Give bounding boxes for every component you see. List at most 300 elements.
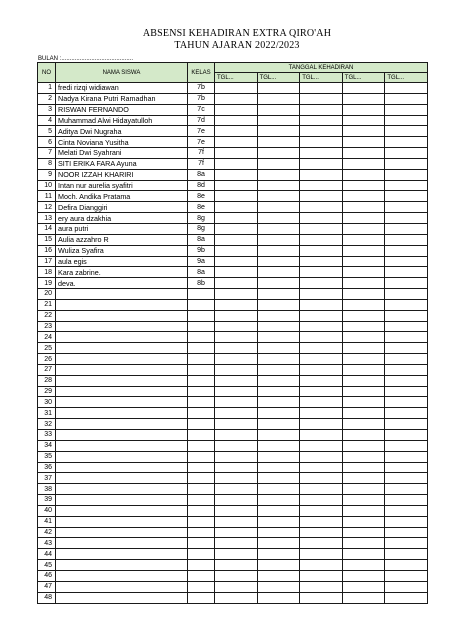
attendance-cell[interactable] xyxy=(215,516,258,527)
attendance-cell[interactable] xyxy=(385,343,428,354)
attendance-cell[interactable] xyxy=(300,527,343,538)
attendance-cell[interactable] xyxy=(215,560,258,571)
attendance-cell[interactable] xyxy=(385,495,428,506)
attendance-cell[interactable] xyxy=(385,581,428,592)
attendance-cell[interactable] xyxy=(215,126,258,137)
attendance-cell[interactable] xyxy=(257,495,300,506)
attendance-cell[interactable] xyxy=(300,289,343,300)
student-class: 8g xyxy=(188,213,215,224)
attendance-cell[interactable] xyxy=(342,484,385,495)
attendance-cell[interactable] xyxy=(300,343,343,354)
attendance-cell[interactable] xyxy=(300,408,343,419)
attendance-cell[interactable] xyxy=(215,180,258,191)
attendance-cell[interactable] xyxy=(257,527,300,538)
attendance-cell[interactable] xyxy=(385,93,428,104)
attendance-cell[interactable] xyxy=(385,169,428,180)
attendance-cell[interactable] xyxy=(342,570,385,581)
student-class xyxy=(188,505,215,516)
attendance-cell[interactable] xyxy=(215,115,258,126)
attendance-cell[interactable] xyxy=(342,430,385,441)
attendance-cell[interactable] xyxy=(342,386,385,397)
document-title: ABSENSI KEHADIRAN EXTRA QIRO'AH xyxy=(142,28,332,39)
student-name xyxy=(56,495,188,506)
row-number: 31 xyxy=(38,408,56,419)
student-class: 8b xyxy=(188,278,215,289)
attendance-cell[interactable] xyxy=(342,516,385,527)
attendance-cell[interactable] xyxy=(342,332,385,343)
attendance-cell[interactable] xyxy=(342,419,385,430)
attendance-cell[interactable] xyxy=(300,581,343,592)
attendance-cell[interactable] xyxy=(385,570,428,581)
attendance-cell[interactable] xyxy=(257,245,300,256)
attendance-cell[interactable] xyxy=(385,148,428,159)
attendance-cell[interactable] xyxy=(215,234,258,245)
attendance-cell[interactable] xyxy=(385,126,428,137)
attendance-cell[interactable] xyxy=(257,560,300,571)
row-number: 9 xyxy=(38,169,56,180)
attendance-cell[interactable] xyxy=(300,332,343,343)
attendance-cell[interactable] xyxy=(385,180,428,191)
row-number: 12 xyxy=(38,202,56,213)
attendance-cell[interactable] xyxy=(215,93,258,104)
attendance-cell[interactable] xyxy=(342,267,385,278)
attendance-cell[interactable] xyxy=(300,430,343,441)
attendance-cell[interactable] xyxy=(300,549,343,560)
student-name xyxy=(56,299,188,310)
attendance-cell[interactable] xyxy=(385,223,428,234)
attendance-cell[interactable] xyxy=(385,408,428,419)
attendance-cell[interactable] xyxy=(300,115,343,126)
attendance-cell[interactable] xyxy=(342,408,385,419)
attendance-cell[interactable] xyxy=(215,289,258,300)
attendance-cell[interactable] xyxy=(215,310,258,321)
attendance-cell[interactable] xyxy=(300,104,343,115)
attendance-cell[interactable] xyxy=(342,256,385,267)
attendance-cell[interactable] xyxy=(215,473,258,484)
attendance-cell[interactable] xyxy=(257,83,300,94)
attendance-cell[interactable] xyxy=(257,169,300,180)
attendance-cell[interactable] xyxy=(257,364,300,375)
row-number: 13 xyxy=(38,213,56,224)
attendance-cell[interactable] xyxy=(385,267,428,278)
attendance-cell[interactable] xyxy=(215,386,258,397)
row-number: 23 xyxy=(38,321,56,332)
student-name: SITI ERIKA FARA Ayuna xyxy=(56,158,188,169)
student-name: Moch. Andika Pratama xyxy=(56,191,188,202)
attendance-cell[interactable] xyxy=(257,115,300,126)
attendance-cell[interactable] xyxy=(385,430,428,441)
attendance-cell[interactable] xyxy=(342,278,385,289)
row-number: 39 xyxy=(38,495,56,506)
attendance-cell[interactable] xyxy=(385,191,428,202)
attendance-cell[interactable] xyxy=(342,202,385,213)
attendance-cell[interactable] xyxy=(300,256,343,267)
attendance-cell[interactable] xyxy=(300,299,343,310)
attendance-cell[interactable] xyxy=(342,289,385,300)
attendance-cell[interactable] xyxy=(385,158,428,169)
student-name xyxy=(56,354,188,365)
attendance-cell[interactable] xyxy=(385,462,428,473)
attendance-cell[interactable] xyxy=(257,516,300,527)
attendance-cell[interactable] xyxy=(215,148,258,159)
attendance-cell[interactable] xyxy=(342,180,385,191)
student-name: Melati Dwi Syahrani xyxy=(56,148,188,159)
table-row xyxy=(38,549,428,560)
student-class xyxy=(188,343,215,354)
attendance-cell[interactable] xyxy=(257,278,300,289)
attendance-cell[interactable] xyxy=(215,343,258,354)
student-class xyxy=(188,430,215,441)
attendance-cell[interactable] xyxy=(342,148,385,159)
table-row xyxy=(38,299,428,310)
attendance-cell[interactable] xyxy=(300,364,343,375)
attendance-cell[interactable] xyxy=(342,364,385,375)
table-row xyxy=(38,202,428,213)
attendance-cell[interactable] xyxy=(215,430,258,441)
attendance-cell[interactable] xyxy=(215,223,258,234)
attendance-cell[interactable] xyxy=(342,549,385,560)
attendance-cell[interactable] xyxy=(257,126,300,137)
attendance-cell[interactable] xyxy=(385,516,428,527)
attendance-cell[interactable] xyxy=(342,126,385,137)
attendance-cell[interactable] xyxy=(342,581,385,592)
student-name xyxy=(56,343,188,354)
attendance-cell[interactable] xyxy=(385,354,428,365)
table-row xyxy=(38,430,428,441)
attendance-cell[interactable] xyxy=(342,93,385,104)
attendance-cell[interactable] xyxy=(215,332,258,343)
row-number: 10 xyxy=(38,180,56,191)
attendance-cell[interactable] xyxy=(300,137,343,148)
attendance-cell[interactable] xyxy=(342,462,385,473)
attendance-cell[interactable] xyxy=(215,592,258,603)
attendance-cell[interactable] xyxy=(215,354,258,365)
attendance-cell[interactable] xyxy=(300,213,343,224)
attendance-cell[interactable] xyxy=(257,462,300,473)
attendance-cell[interactable] xyxy=(257,538,300,549)
attendance-cell[interactable] xyxy=(342,375,385,386)
row-number: 16 xyxy=(38,245,56,256)
attendance-cell[interactable] xyxy=(342,191,385,202)
attendance-cell[interactable] xyxy=(215,104,258,115)
attendance-cell[interactable] xyxy=(385,137,428,148)
attendance-cell[interactable] xyxy=(215,267,258,278)
attendance-cell[interactable] xyxy=(215,202,258,213)
student-class xyxy=(188,419,215,430)
attendance-cell[interactable] xyxy=(385,527,428,538)
attendance-cell[interactable] xyxy=(300,560,343,571)
attendance-cell[interactable] xyxy=(385,397,428,408)
attendance-cell[interactable] xyxy=(300,397,343,408)
attendance-cell[interactable] xyxy=(215,484,258,495)
attendance-cell[interactable] xyxy=(385,115,428,126)
student-class: 7f xyxy=(188,158,215,169)
attendance-cell[interactable] xyxy=(300,516,343,527)
attendance-cell[interactable] xyxy=(215,462,258,473)
row-number: 40 xyxy=(38,505,56,516)
attendance-cell[interactable] xyxy=(215,375,258,386)
attendance-cell[interactable] xyxy=(300,234,343,245)
attendance-cell[interactable] xyxy=(215,538,258,549)
attendance-cell[interactable] xyxy=(342,592,385,603)
attendance-cell[interactable] xyxy=(257,440,300,451)
attendance-cell[interactable] xyxy=(257,549,300,560)
attendance-cell[interactable] xyxy=(257,321,300,332)
attendance-cell[interactable] xyxy=(215,581,258,592)
student-class xyxy=(188,440,215,451)
attendance-cell[interactable] xyxy=(342,451,385,462)
attendance-cell[interactable] xyxy=(385,256,428,267)
attendance-cell[interactable] xyxy=(342,343,385,354)
attendance-cell[interactable] xyxy=(215,549,258,560)
attendance-cell[interactable] xyxy=(300,267,343,278)
attendance-cell[interactable] xyxy=(257,180,300,191)
attendance-cell[interactable] xyxy=(342,158,385,169)
attendance-cell[interactable] xyxy=(300,354,343,365)
table-row xyxy=(38,462,428,473)
attendance-cell[interactable] xyxy=(385,245,428,256)
row-number: 20 xyxy=(38,289,56,300)
attendance-cell[interactable] xyxy=(215,495,258,506)
attendance-cell[interactable] xyxy=(300,473,343,484)
attendance-cell[interactable] xyxy=(215,419,258,430)
row-number: 33 xyxy=(38,430,56,441)
attendance-cell[interactable] xyxy=(300,538,343,549)
attendance-cell[interactable] xyxy=(300,451,343,462)
attendance-cell[interactable] xyxy=(257,408,300,419)
table-row xyxy=(38,104,428,115)
table-row xyxy=(38,332,428,343)
attendance-cell[interactable] xyxy=(385,364,428,375)
attendance-cell[interactable] xyxy=(300,570,343,581)
attendance-cell[interactable] xyxy=(257,397,300,408)
row-number: 28 xyxy=(38,375,56,386)
attendance-cell[interactable] xyxy=(385,278,428,289)
attendance-cell[interactable] xyxy=(300,158,343,169)
attendance-cell[interactable] xyxy=(257,267,300,278)
table-row xyxy=(38,495,428,506)
attendance-cell[interactable] xyxy=(257,299,300,310)
student-name xyxy=(56,538,188,549)
attendance-cell[interactable] xyxy=(257,592,300,603)
attendance-cell[interactable] xyxy=(257,234,300,245)
document-subtitle: TAHUN AJARAN 2022/2023 xyxy=(174,40,300,51)
attendance-cell[interactable] xyxy=(385,549,428,560)
student-class xyxy=(188,538,215,549)
attendance-cell[interactable] xyxy=(300,462,343,473)
attendance-cell[interactable] xyxy=(300,169,343,180)
attendance-cell[interactable] xyxy=(215,440,258,451)
attendance-cell[interactable] xyxy=(300,126,343,137)
attendance-cell[interactable] xyxy=(342,169,385,180)
attendance-cell[interactable] xyxy=(300,278,343,289)
attendance-cell[interactable] xyxy=(257,386,300,397)
attendance-cell[interactable] xyxy=(342,137,385,148)
attendance-cell[interactable] xyxy=(342,560,385,571)
attendance-cell[interactable] xyxy=(300,202,343,213)
attendance-cell[interactable] xyxy=(257,581,300,592)
attendance-cell[interactable] xyxy=(300,93,343,104)
student-class: 8a xyxy=(188,169,215,180)
attendance-cell[interactable] xyxy=(300,245,343,256)
attendance-cell[interactable] xyxy=(342,495,385,506)
attendance-cell[interactable] xyxy=(215,451,258,462)
attendance-cell[interactable] xyxy=(342,473,385,484)
attendance-cell[interactable] xyxy=(257,505,300,516)
attendance-cell[interactable] xyxy=(342,234,385,245)
student-class xyxy=(188,495,215,506)
attendance-cell[interactable] xyxy=(257,104,300,115)
attendance-cell[interactable] xyxy=(300,440,343,451)
student-name xyxy=(56,473,188,484)
attendance-cell[interactable] xyxy=(300,375,343,386)
attendance-cell[interactable] xyxy=(300,592,343,603)
attendance-cell[interactable] xyxy=(215,570,258,581)
attendance-cell[interactable] xyxy=(257,430,300,441)
attendance-cell[interactable] xyxy=(300,148,343,159)
attendance-cell[interactable] xyxy=(257,419,300,430)
attendance-cell[interactable] xyxy=(257,223,300,234)
row-number: 6 xyxy=(38,137,56,148)
attendance-cell[interactable] xyxy=(257,202,300,213)
attendance-cell[interactable] xyxy=(215,256,258,267)
attendance-cell[interactable] xyxy=(300,191,343,202)
attendance-cell[interactable] xyxy=(385,505,428,516)
attendance-cell[interactable] xyxy=(385,484,428,495)
attendance-cell[interactable] xyxy=(257,375,300,386)
row-number: 34 xyxy=(38,440,56,451)
attendance-cell[interactable] xyxy=(257,148,300,159)
attendance-cell[interactable] xyxy=(215,169,258,180)
student-name: Aulia azzahro R xyxy=(56,234,188,245)
attendance-cell[interactable] xyxy=(257,256,300,267)
attendance-cell[interactable] xyxy=(215,364,258,375)
attendance-cell[interactable] xyxy=(385,538,428,549)
table-row xyxy=(38,278,428,289)
attendance-cell[interactable] xyxy=(385,560,428,571)
attendance-cell[interactable] xyxy=(257,213,300,224)
attendance-cell[interactable] xyxy=(257,310,300,321)
attendance-cell[interactable] xyxy=(257,93,300,104)
attendance-cell[interactable] xyxy=(342,104,385,115)
attendance-cell[interactable] xyxy=(385,440,428,451)
header-tgl: TGL... xyxy=(257,73,300,83)
student-name xyxy=(56,332,188,343)
attendance-cell[interactable] xyxy=(342,213,385,224)
attendance-cell[interactable] xyxy=(342,223,385,234)
attendance-cell[interactable] xyxy=(257,343,300,354)
attendance-cell[interactable] xyxy=(215,245,258,256)
attendance-cell[interactable] xyxy=(342,397,385,408)
attendance-cell[interactable] xyxy=(300,180,343,191)
attendance-cell[interactable] xyxy=(300,505,343,516)
student-name: NOOR IZZAH KHARIRI xyxy=(56,169,188,180)
attendance-cell[interactable] xyxy=(257,570,300,581)
attendance-cell[interactable] xyxy=(257,137,300,148)
attendance-cell[interactable] xyxy=(342,354,385,365)
attendance-cell[interactable] xyxy=(385,473,428,484)
attendance-cell[interactable] xyxy=(257,191,300,202)
attendance-cell[interactable] xyxy=(385,592,428,603)
attendance-cell[interactable] xyxy=(385,83,428,94)
attendance-cell[interactable] xyxy=(257,473,300,484)
attendance-cell[interactable] xyxy=(385,202,428,213)
attendance-cell[interactable] xyxy=(342,440,385,451)
attendance-cell[interactable] xyxy=(342,321,385,332)
attendance-cell[interactable] xyxy=(385,104,428,115)
attendance-cell[interactable] xyxy=(342,527,385,538)
attendance-cell[interactable] xyxy=(257,158,300,169)
row-number: 19 xyxy=(38,278,56,289)
attendance-cell[interactable] xyxy=(385,299,428,310)
attendance-cell[interactable] xyxy=(215,137,258,148)
attendance-cell[interactable] xyxy=(385,213,428,224)
attendance-cell[interactable] xyxy=(342,115,385,126)
attendance-cell[interactable] xyxy=(215,527,258,538)
attendance-cell[interactable] xyxy=(257,289,300,300)
student-name: Defira Dianggiri xyxy=(56,202,188,213)
attendance-cell[interactable] xyxy=(215,158,258,169)
attendance-cell[interactable] xyxy=(300,495,343,506)
attendance-cell[interactable] xyxy=(385,386,428,397)
attendance-cell[interactable] xyxy=(257,332,300,343)
attendance-cell[interactable] xyxy=(342,538,385,549)
attendance-cell[interactable] xyxy=(215,397,258,408)
attendance-cell[interactable] xyxy=(342,83,385,94)
attendance-cell[interactable] xyxy=(385,419,428,430)
table-row xyxy=(38,408,428,419)
attendance-cell[interactable] xyxy=(300,484,343,495)
attendance-cell[interactable] xyxy=(385,375,428,386)
attendance-cell[interactable] xyxy=(215,213,258,224)
attendance-cell[interactable] xyxy=(300,223,343,234)
attendance-cell[interactable] xyxy=(257,451,300,462)
attendance-cell[interactable] xyxy=(342,505,385,516)
attendance-cell[interactable] xyxy=(215,299,258,310)
attendance-cell[interactable] xyxy=(385,289,428,300)
attendance-cell[interactable] xyxy=(342,245,385,256)
attendance-cell[interactable] xyxy=(215,83,258,94)
header-tgl: TGL... xyxy=(300,73,343,83)
attendance-cell[interactable] xyxy=(342,310,385,321)
table-row xyxy=(38,581,428,592)
table-row xyxy=(38,451,428,462)
attendance-cell[interactable] xyxy=(385,451,428,462)
attendance-cell[interactable] xyxy=(257,484,300,495)
attendance-cell[interactable] xyxy=(300,310,343,321)
attendance-cell[interactable] xyxy=(215,408,258,419)
attendance-cell[interactable] xyxy=(215,505,258,516)
row-number: 35 xyxy=(38,451,56,462)
header-kelas: KELAS xyxy=(188,63,215,83)
attendance-cell[interactable] xyxy=(300,83,343,94)
attendance-cell[interactable] xyxy=(215,191,258,202)
attendance-cell[interactable] xyxy=(385,321,428,332)
attendance-cell[interactable] xyxy=(215,321,258,332)
attendance-cell[interactable] xyxy=(385,234,428,245)
attendance-cell[interactable] xyxy=(385,310,428,321)
header-no: NO xyxy=(38,63,56,83)
attendance-cell[interactable] xyxy=(300,419,343,430)
attendance-cell[interactable] xyxy=(300,386,343,397)
attendance-cell[interactable] xyxy=(257,354,300,365)
attendance-cell[interactable] xyxy=(342,299,385,310)
student-class: 7c xyxy=(188,104,215,115)
attendance-cell[interactable] xyxy=(215,278,258,289)
attendance-cell[interactable] xyxy=(385,332,428,343)
attendance-cell[interactable] xyxy=(300,321,343,332)
row-number: 45 xyxy=(38,560,56,571)
